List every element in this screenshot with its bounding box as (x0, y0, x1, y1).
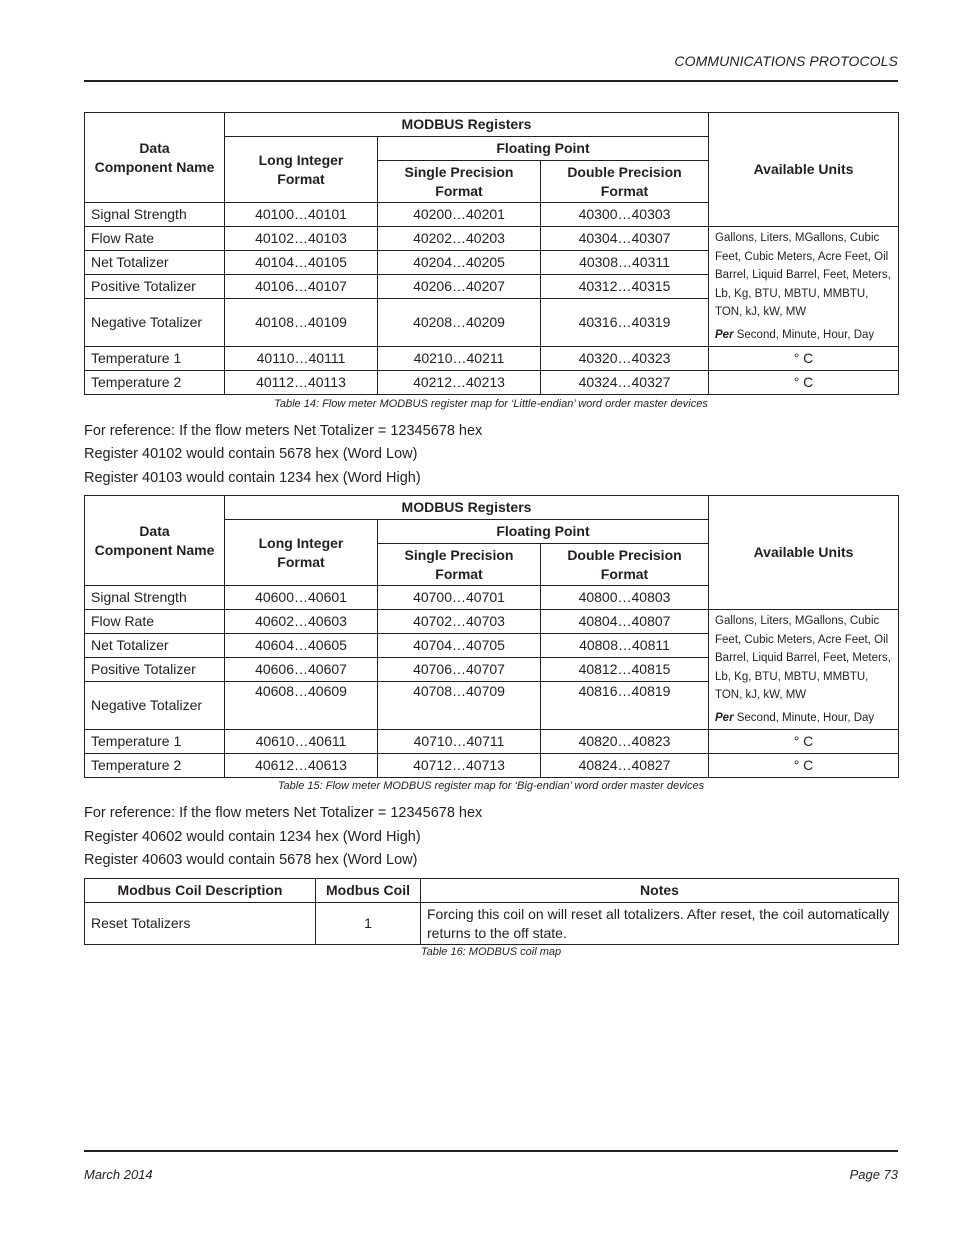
header-modbus-registers: MODBUS Registers (225, 113, 709, 137)
table-row: Flow Rate 40602…40603 40702…40703 40804…40807 Gallons, Liters, MGallons, Cubic Feet, Cubic Meters, Acre Feet, Oil Barrel, Liquid Barrel, Feet, Meters, Lb, Kg, BTU, MBTU, MMBTU, TON, kJ, kW, MW Per Second, Minute, Hour, Day (85, 610, 899, 634)
available-units-cell (709, 227, 899, 347)
header-data-component-name: Data Component Name (85, 113, 225, 203)
available-units-cell (709, 610, 899, 730)
reference-2-line-3: Register 40603 would contain 5678 hex (Word Low) (84, 852, 418, 868)
header-available-units: Available Units (709, 496, 899, 610)
header-notes: Notes (421, 879, 899, 903)
header-long-integer-format: Long Integer Format (225, 520, 378, 586)
header-modbus-coil: Modbus Coil (316, 879, 421, 903)
table-14-caption: Table 14: Flow meter MODBUS register map for ‘Little-endian’ word order master devices (274, 398, 708, 410)
page-number: Page 73 (849, 1167, 898, 1182)
page-header (84, 52, 898, 82)
header-modbus-registers: MODBUS Registers (225, 496, 709, 520)
header-available-units: Available Units (709, 113, 899, 227)
table-row: Temperature 2 40612…40613 40712…40713 40824…40827 ° C (85, 754, 899, 778)
reference-1-line-3: Register 40103 would contain 1234 hex (Word High) (84, 470, 421, 486)
units-per-line: Per Second, Minute, Hour, Day (715, 711, 875, 724)
table-row: Negative Totalizer 40108…40109 40208…40209 40316…40319 (85, 299, 899, 347)
header-data-component-name: Data Component Name (85, 496, 225, 586)
table-row: Temperature 1 40110…40111 40210…40211 40320…40323 ° C (85, 347, 899, 371)
header-coil-description: Modbus Coil Description (85, 879, 316, 903)
table-row: Net Totalizer 40104…40105 40204…40205 40308…40311 (85, 251, 899, 275)
header-floating-point: Floating Point (378, 137, 709, 161)
header-single-precision: Single Precision Format (378, 544, 541, 586)
table-row: Signal Strength 40100…40101 40200…40201 40300…40303 (85, 203, 899, 227)
table-16-caption: Table 16: MODBUS coil map (420, 946, 562, 958)
table-row: Positive Totalizer 40106…40107 40206…40207 40312…40315 (85, 275, 899, 299)
table-row: Signal Strength 40600…40601 40700…40701 40800…40803 (85, 586, 899, 610)
table-row: Net Totalizer 40604…40605 40704…40705 40808…40811 (85, 634, 899, 658)
units-list: Gallons, Liters, MGallons, Cubic Feet, Cubic Meters, Acre Feet, Oil Barrel, Liquid Barrel, Feet, Meters, Lb, Kg, BTU, MBTU, MMBTU, TON, kJ, kW, MW (715, 232, 891, 318)
table-row: Flow Rate 40102…40103 40202…40203 40304…40307 Gallons, Liters, MGallons, Cubic Feet, Cubic Meters, Acre Feet, Oil Barrel, Liquid Barrel, Feet, Meters, Lb, Kg, BTU, MBTU, MMBTU, TON, kJ, kW, MW Per Second, Minute, Hour, Day (85, 227, 899, 251)
table-15-caption: Table 15: Flow meter MODBUS register map for ‘Big-endian’ word order master devices (277, 780, 705, 792)
reference-2-line-2: Register 40602 would contain 1234 hex (Word High) (84, 829, 421, 845)
footer-date: March 2014 (84, 1167, 153, 1182)
table-row: Temperature 2 40112…40113 40212…40213 40324…40327 ° C (85, 371, 899, 395)
units-list: Gallons, Liters, MGallons, Cubic Feet, Cubic Meters, Acre Feet, Oil Barrel, Liquid Barrel, Feet, Meters, Lb, Kg, BTU, MBTU, MMBTU, TON, kJ, kW, MW (715, 615, 891, 701)
reference-1-line-2: Register 40102 would contain 5678 hex (Word Low) (84, 446, 418, 462)
table-row: Positive Totalizer 40606…40607 40706…40707 40812…40815 (85, 658, 899, 682)
header-single-precision: Single Precision Format (378, 161, 541, 203)
units-per-line: Per Second, Minute, Hour, Day (715, 328, 875, 341)
table-row: Negative Totalizer 40608…40609 40708…40709 40816…40819 (85, 682, 899, 730)
table-16-coil-map (84, 878, 899, 945)
section-title: COMMUNICATIONS PROTOCOLS (674, 53, 898, 69)
header-long-integer-format: Long Integer Format (225, 137, 378, 203)
table-row: Reset Totalizers 1 Forcing this coil on will reset all totalizers. After reset, the coil automatically returns to the off state. (85, 903, 899, 945)
header-floating-point: Floating Point (378, 520, 709, 544)
header-double-precision: Double Precision Format (541, 544, 709, 586)
table-row: Temperature 1 40610…40611 40710…40711 40820…40823 ° C (85, 730, 899, 754)
table-14-little-endian (84, 112, 899, 395)
page-footer (84, 1150, 898, 1182)
reference-1-line-1: For reference: If the flow meters Net Totalizer = 12345678 hex (84, 423, 483, 439)
header-double-precision: Double Precision Format (541, 161, 709, 203)
reference-2-line-1: For reference: If the flow meters Net Totalizer = 12345678 hex (84, 805, 483, 821)
table-15-big-endian (84, 495, 899, 778)
